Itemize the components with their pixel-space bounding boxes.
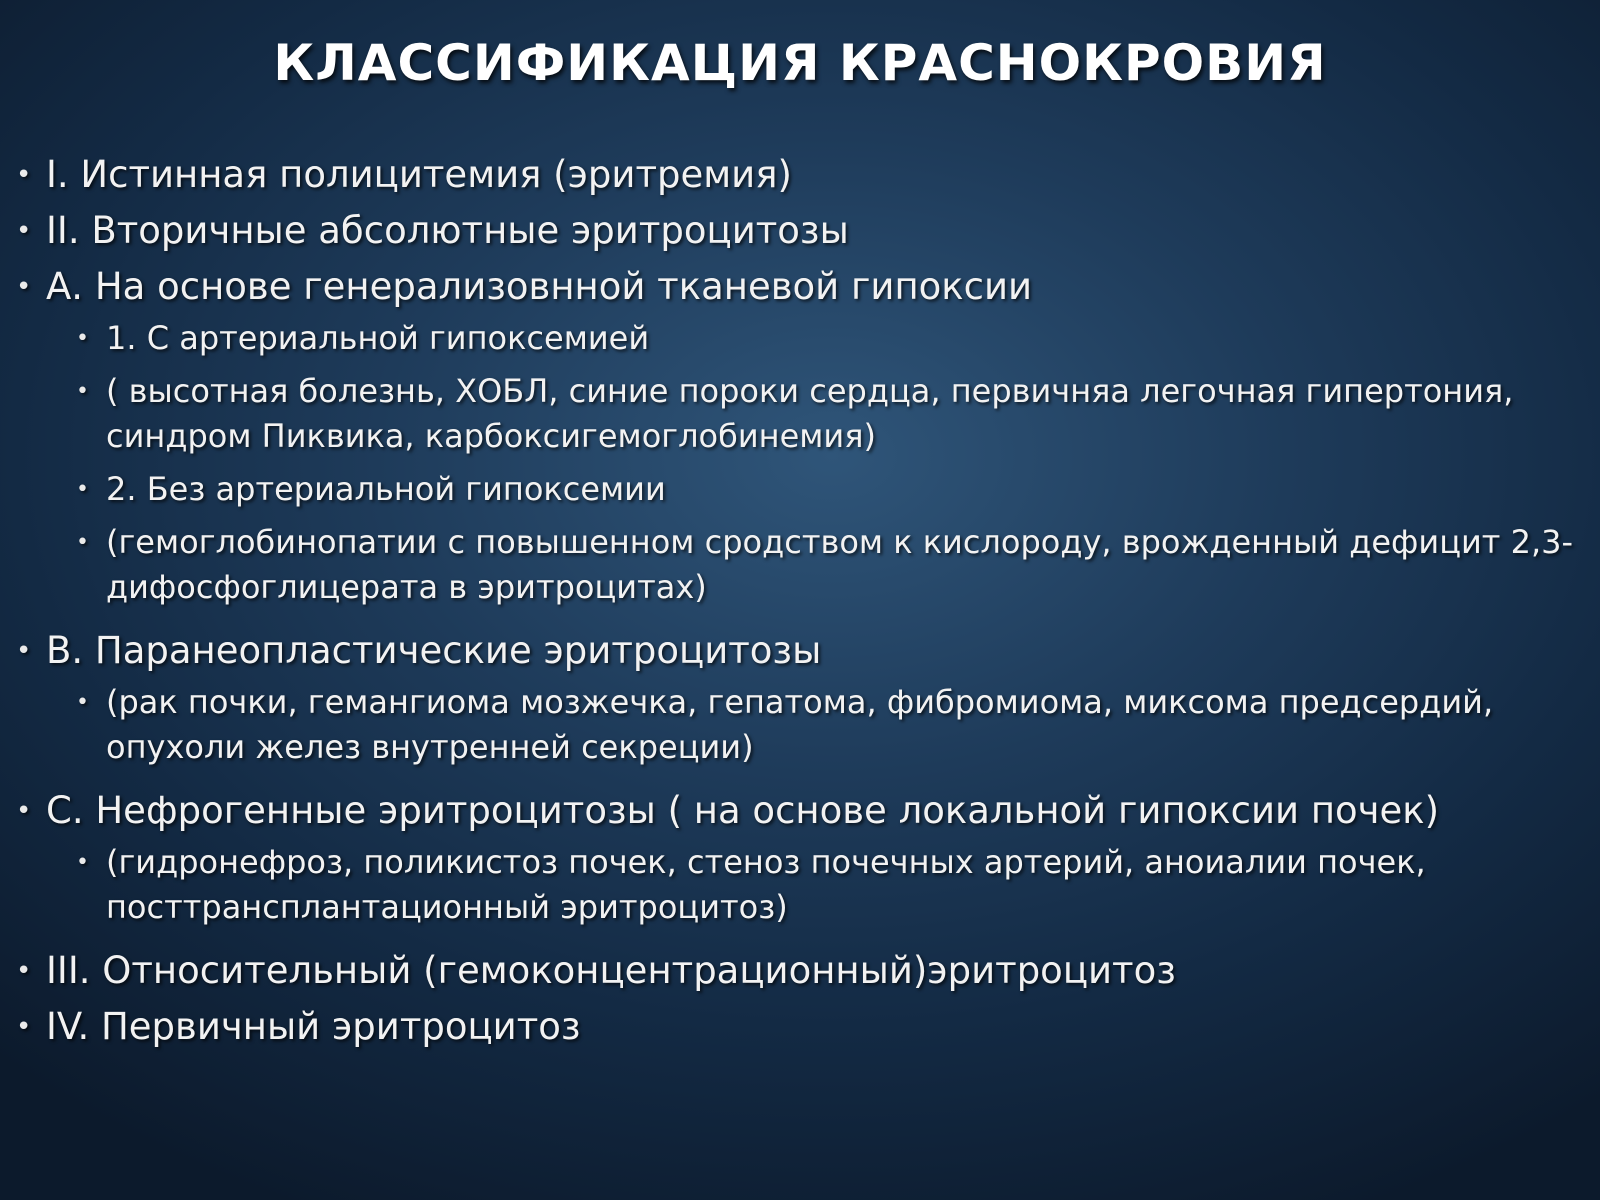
list-item-text: С. Нефрогенные эритроцитозы ( на основе локальной гипоксии почек) [46,789,1440,832]
list-item-text: В. Паранеопластические эритроцитозы [46,629,822,672]
list-item [16,840,1586,930]
bullet-icon: • [16,956,32,986]
bullet-icon: • [76,690,89,715]
bullet-icon: • [76,379,89,404]
bullet-icon: • [16,636,32,666]
list-item [16,316,1586,361]
list-item [16,948,1586,994]
list-item [16,152,1586,198]
bullet-icon: • [16,160,32,190]
list-item [16,520,1586,610]
bullet-icon: • [16,1012,32,1042]
bullet-icon: • [16,796,32,826]
list-item-text: IV. Первичный эритроцитоз [46,1005,581,1048]
bullet-icon: • [16,272,32,302]
list-item [16,264,1586,310]
list-item-text: 2. Без артериальной гипоксемии [106,470,666,508]
bullet-icon: • [76,850,89,875]
list-item [16,467,1586,512]
list-item-text: III. Относительный (гемоконцентрационный)эритроцитоз [46,949,1176,992]
slide-title: КЛАССИФИКАЦИЯ КРАСНОКРОВИЯ [273,34,1327,92]
classification-list [16,152,1586,1070]
list-item [16,369,1586,459]
list-item-text: (гидронефроз, поликистоз почек, стеноз почечных артерий, аноиалии почек, посттрансплантационный эритроцитоз) [106,843,1426,926]
list-item-text: 1. С артериальной гипоксемией [106,319,650,357]
list-item-text: (гемоглобинопатии с повышенном сродством к кислороду, врожденный дефицит 2,3- дифосфоглицерата в эритроцитах) [106,523,1574,606]
bullet-icon: • [16,216,32,246]
bullet-icon: • [76,477,89,502]
list-item-text: А. На основе генерализовнной тканевой гипоксии [46,265,1033,308]
list-item [16,788,1586,834]
bullet-icon: • [76,326,89,351]
list-item-text: I. Истинная полицитемия (эритремия) [46,153,792,196]
list-item-text: ( высотная болезнь, ХОБЛ, синие пороки сердца, первичняа легочная гипертония, синдром Пиквика, карбоксигемоглобинемия) [106,372,1514,455]
list-item [16,1004,1586,1050]
bullet-icon: • [76,530,89,555]
list-item-text: II. Вторичные абсолютные эритроцитозы [46,209,849,252]
list-item-text: (рак почки, гемангиома мозжечка, гепатома, фибромиома, миксома предсердий, опухоли желез внутренней секреции) [106,683,1494,766]
list-item [16,208,1586,254]
list-item [16,680,1586,770]
list-item [16,628,1586,674]
